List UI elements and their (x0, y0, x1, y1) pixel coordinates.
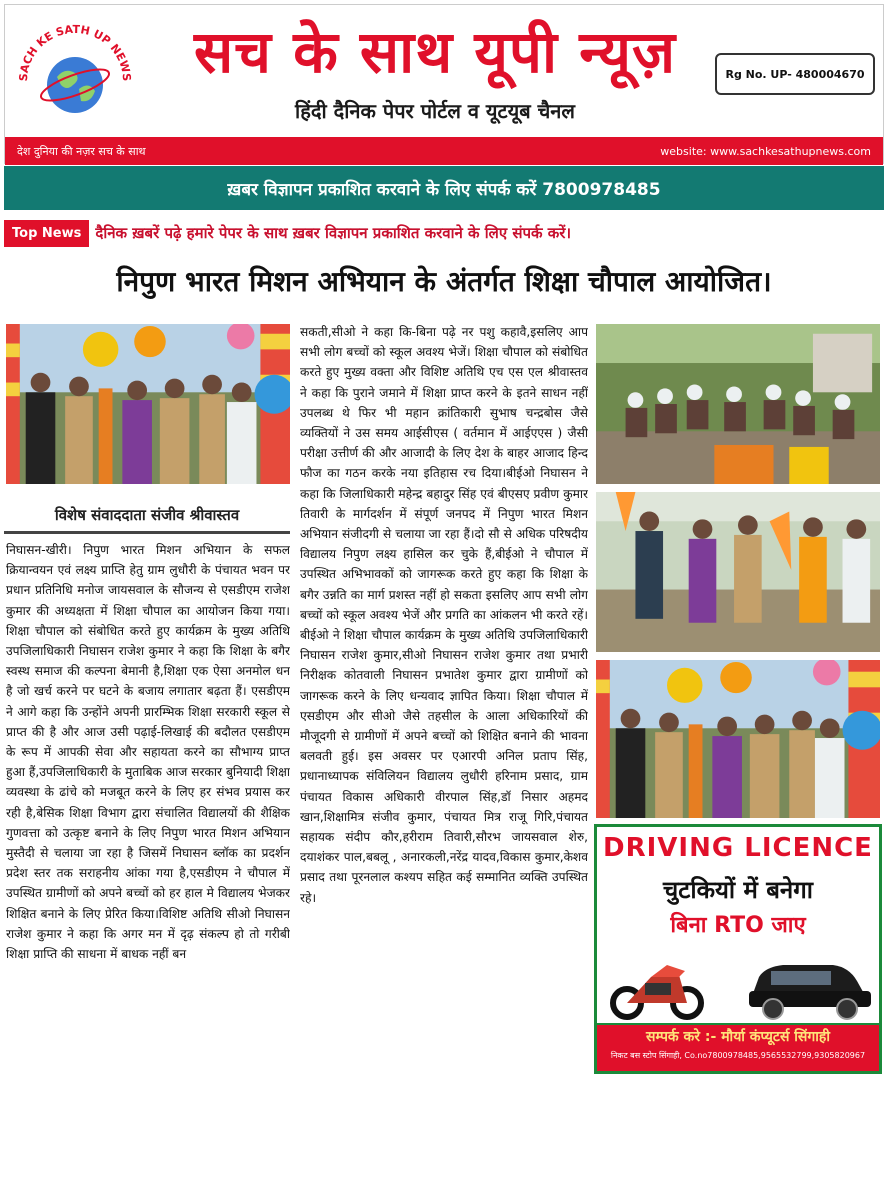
car-icon (749, 965, 871, 1019)
newspaper-title: सच के साथ यूपी न्यूज़ (193, 18, 677, 86)
event-photo-meeting-crowd (594, 322, 882, 486)
event-photo-flag-group (594, 490, 882, 654)
registration-number: Rg No. UP- 480004670 (715, 53, 875, 95)
top-news-text: दैनिक ख़बरें पढ़े हमारे पेपर के साथ ख़बर विज्ञापन प्रकाशित करवाने के लिए संपर्क करें। (95, 224, 572, 242)
event-photo-ribbon-cutting (4, 322, 292, 486)
advert-contact-name: सम्पर्क करे :- मौर्या कंप्यूटर्स सिंगाही (646, 1029, 830, 1045)
newspaper-subtitle: हिंदी दैनिक पेपर पोर्टल व यूटयूब चैनल (295, 99, 575, 123)
top-news-label: Top News (4, 220, 89, 247)
top-news-ticker (4, 216, 884, 250)
advert-line-3: बिना RTO जाए (670, 913, 806, 938)
vehicles-image (601, 947, 877, 1021)
advert-line-2: चुटकियों में बनेगा (663, 876, 813, 904)
event-photo-ribbon-cutting-2 (594, 658, 882, 820)
advert-contact-address: निकट बस स्टोप सिंगाही, Co.no7800978485,9565532799,9305820967 (610, 1051, 866, 1060)
advert-headline: DRIVING LICENCE (603, 833, 873, 863)
driving-licence-advert (594, 824, 882, 1074)
logo-text: SACH KE SATH UP NEWS (16, 22, 134, 82)
advert-contact (597, 1023, 879, 1071)
globe-logo-icon (15, 19, 135, 129)
article-column-2: सकती,सीओ ने कहा कि-बिना पढ़े नर पशु कहावै,इसलिए आप सभी लोग बच्चों को स्कूल अवश्य भेजें। शिक्षा चौपाल को संबोधित करते हुए मुख्य वक्ता और विशिष्ट अतिथि एच एस एल श्रीवास्तव ने कहा कि पुराने जमाने में शिक्षा प्राप्त करने के इतने साधन नहीं उपलब्ध थे फिर भी महान क्रांतिकारी सुभाष चन्द्रबोस जैसे व्यक्तियों ने उस समय आईसीएस ( वर्तमान में आईएएस ) जैसी परीक्षा उत्तीर्ण की और आजादी के लिए देश के बाहर आजाद हिन्द फौज का गठन करके नया इतिहास रच दिया।बीईओ निघासन ने कहा कि जिलाधिकारी महेन्द्र बहादुर सिंह एवं बीएसए प्रवीण कुमार तिवारी के मार्गदर्शन में संपूर्ण जनपद में निपुण भारत मिशन अभियान संजीदगी से चलाया जा रहा हैं।दो सौ से अधिक परिषदीय विद्यालय निपुण लक्ष्य हासिल कर चुके हैं,बीईओ ने चौपाल में उपस्थित अभिभावकों को जागरूक करते हुए कहा कि शिक्षा के बगैर उन्नति का मार्ग प्रशस्त नहीं हो सकता इसलिए आप सभी लोग बच्चों को स्कूल अवश्य भेजें और प्रगति का आंकलन भी करते रहें।बीईओ ने शिक्षा चौपाल कार्यक्रम के मुख्य अतिथि उपजिलाधिकारी निघासन राजेश कुमार,सीओ निघासन राजेश कुमार तथा प्रभारी निरीक्षक कोतवाली निघासन प्रभातेश कुमार द्वारा ग्रामीणों को जागरूक करने के लिए धन्यवाद ज्ञापित किया। शिक्षा चौपाल में एसडीएम और सीओ जैसे तहसील के आला अधिकारियों की मौजूदगी से ग्रामीणों में अपने बच्चों को शिक्षित बनाने की भावना बलवती हुई। इस अवसर पर एआरपी अनिल प्रताप सिंह, प्रधानाध्यापक संविलियन विद्यालय लुधौरी हरिनाम प्रसाद, ग्राम पंचायत विकास अधिकारी वीरपाल सिंह,डॉ निसार अहमद खान,शिक्षामित्र संजीव कुमार, पंचायत मित्र राजू गिरि,पंचायत सहायक संदीप कौर,हरीराम तिवारी,सौरभ जायसवाल शेरु, दयाशंकर पाल,बबलू , अनारकली,नरेंद्र यादव,विकास कुमार,केशव प्रसाद तथा पूरनलाल कश्यप सहित कई सम्मानित व्यक्ति उपस्थित रहे। (300, 325, 588, 905)
advertise-banner: ख़बर विज्ञापन प्रकाशित करवाने के लिए संपर्क करें 7800978485 (4, 166, 884, 210)
byline: विशेष संवाददाता संजीव श्रीवास्तव (4, 498, 290, 534)
masthead (4, 4, 884, 164)
tagline: देश दुनिया की नज़र सच के साथ (17, 144, 146, 158)
motorcycle-icon (613, 965, 701, 1017)
article-headline: निपुण भारत मिशन अभियान के अंतर्गत शिक्षा चौपाल आयोजित। (116, 265, 772, 298)
tagline-bar (5, 137, 883, 165)
website-link[interactable]: website: www.sachkesathupnews.com (660, 144, 871, 158)
article-column-1: निघासन-खीरी। निपुण भारत मिशन अभियान के सफल क्रियान्वयन एवं लक्ष्य प्राप्ति हेतु ग्राम लुधौरी के पंचायत भवन पर प्रधान प्रतिनिधि मनोज जायसवाल के सौजन्य से एसडीएम राजेश कुमार की अध्यक्षता में शिक्षा चौपाल का आयोजन किया गया। शिक्षा चौपाल को संबोधित करते हुए कार्यक्रम के मुख्य अतिथि उपजिलाधिकारी निघासन राजेश कुमार ने कहा कि शिक्षा के बगैर स्वस्थ समाज की कल्पना बेमानी है,शिक्षा एक ऐसा अनमोल धन है जो खर्च करने पर घटने के बजाय लगातार बढ़ता हैं। एसडीएम ने आगे कहा कि उन्होंने अपनी प्रारम्भिक शिक्षा सरकारी स्कूल से प्राप्त की है और आज उसी पढ़ाई-लिखाई की बदौलत एसडीएम के रूप में आपकी सेवा और सहायता करने का सौभाग्य प्राप्त हुआ हैं,उपजिलाधिकारी के मुताबिक आज सरकार बुनियादी शिक्षा व्यवस्था के ढांचे को मजबूत करने के लिए हर संभव प्रयास कर रही है,बेसिक शिक्षा विभाग द्वारा संचालित विद्यालयों की शैक्षिक गुणवत्ता को उत्कृष्ट बनाने के लिए निपुण भारत मिशन अभियान मुस्तैदी से चलाया जा रहा है जिसमें निघासन ब्लॉक का प्रदर्शन प्रदेश स्तर तक सराहनीय आंका गया है,एसडीएम ने चौपाल में उपस्थित ग्रामीणों को अपने बच्चों को हर हाल मे विद्यालय भेजकर शिक्षित बनाने के लिए प्रेरित किया।विशिष्ट अतिथि सीओ निघासन राजेश कुमार ने कहा कि अगर मन में दृढ़ संकल्प हो तो गरीबी शिक्षा प्राप्ति की साधना में बाधक नहीं बन (6, 543, 290, 962)
